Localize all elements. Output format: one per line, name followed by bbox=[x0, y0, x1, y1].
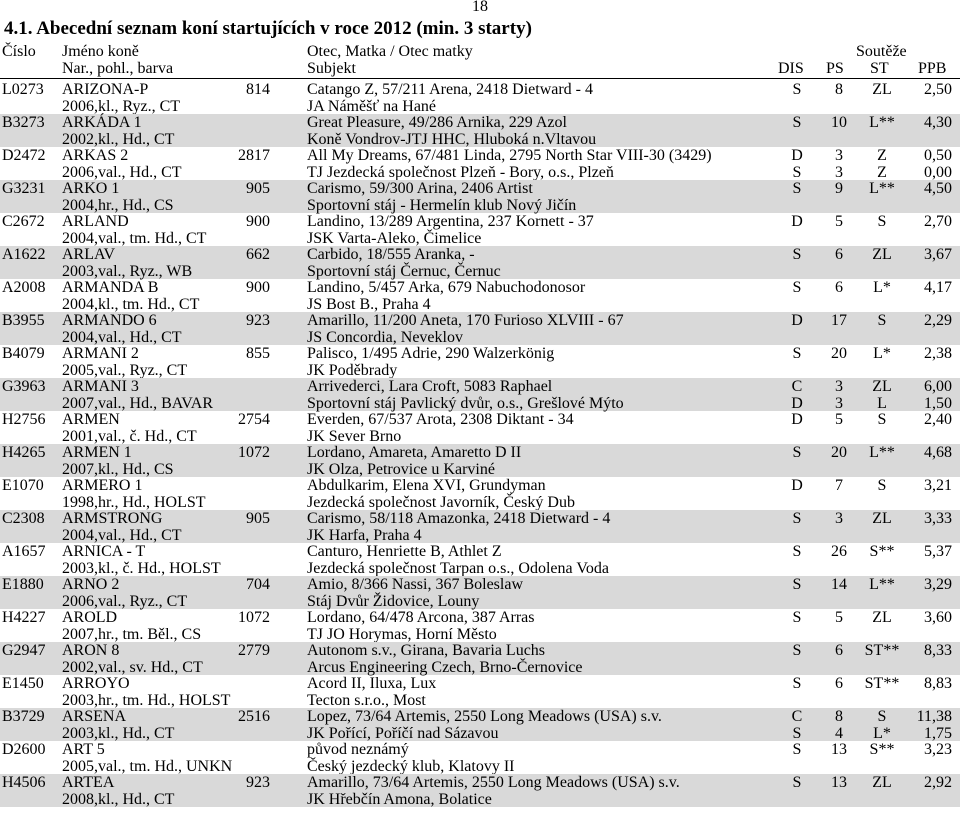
st-1: ZL bbox=[872, 774, 892, 791]
horse-info: 2004,val., tm. Hd., CT bbox=[62, 229, 207, 247]
ps-1: 26 bbox=[831, 543, 847, 560]
table-row bbox=[0, 246, 960, 279]
table-row bbox=[0, 477, 960, 510]
parents: Lordano, Amareta, Amaretto D II bbox=[307, 444, 522, 461]
parents: Amarillo, 11/200 Aneta, 170 Furioso XLVIII - 67 bbox=[307, 312, 624, 329]
header-jmeno-info: Nar., pohl., barva bbox=[62, 60, 174, 77]
horse-name: ARLAND bbox=[62, 213, 129, 230]
parents: Autonom s.v., Girana, Bavaria Luchs bbox=[307, 642, 546, 659]
ps-1: 3 bbox=[835, 147, 843, 164]
st-1: ST** bbox=[864, 675, 900, 692]
table-row bbox=[0, 345, 960, 378]
parents: Everden, 67/537 Arota, 2308 Diktant - 34 bbox=[307, 411, 574, 428]
ppb-1: 4,50 bbox=[924, 180, 952, 197]
horse-name: ARROYO bbox=[62, 675, 130, 692]
dis-1: S bbox=[792, 741, 802, 758]
subject: JK Harfa, Praha 4 bbox=[307, 526, 422, 544]
table-row bbox=[0, 741, 960, 774]
horse-id: E1070 bbox=[2, 477, 44, 494]
parents: All My Dreams, 67/481 Linda, 2795 North Star VIII-30 (3429) bbox=[307, 147, 712, 164]
sire-number: 923 bbox=[246, 312, 270, 329]
st-2: L* bbox=[873, 724, 891, 742]
horse-id: H4506 bbox=[2, 774, 46, 791]
table-row bbox=[0, 312, 960, 345]
dis-1: D bbox=[791, 147, 803, 164]
st-1: L** bbox=[869, 576, 895, 593]
header-cislo: Číslo bbox=[2, 43, 36, 60]
horse-info: 2001,val., č. Hd., CT bbox=[62, 427, 197, 445]
header-st: ST bbox=[870, 60, 889, 77]
st-1: ZL bbox=[872, 81, 892, 98]
parents: Amio, 8/366 Nassi, 367 Boleslaw bbox=[307, 576, 523, 593]
st-1: S bbox=[877, 312, 887, 329]
table-header bbox=[0, 43, 960, 77]
horse-name: ART 5 bbox=[62, 741, 105, 758]
horse-id: B3729 bbox=[2, 708, 45, 725]
dis-1: S bbox=[792, 510, 802, 527]
subject: Stáj Dvůr Židovice, Louny bbox=[307, 592, 480, 610]
table-row bbox=[0, 279, 960, 312]
horse-name: ARMANDO 6 bbox=[62, 312, 157, 329]
dis-1: S bbox=[792, 345, 802, 362]
ppb-1: 3,23 bbox=[924, 741, 952, 758]
subject: Arcus Engineering Czech, Brno-Černovice bbox=[307, 658, 583, 676]
horse-name: ARKO 1 bbox=[62, 180, 120, 197]
horse-name: ARMANI 2 bbox=[62, 345, 139, 362]
table-row bbox=[0, 378, 960, 411]
parents: Carbido, 18/555 Aranka, - bbox=[307, 246, 475, 263]
table-row bbox=[0, 213, 960, 246]
horse-info: 2003,kl., č. Hd., HOLST bbox=[62, 559, 221, 577]
st-1: ZL bbox=[872, 378, 892, 395]
header-divider bbox=[0, 78, 960, 79]
st-1: ZL bbox=[872, 510, 892, 527]
dis-1: S bbox=[792, 642, 802, 659]
ppb-1: 2,92 bbox=[924, 774, 952, 791]
sire-number: 900 bbox=[246, 213, 270, 230]
parents: Canturo, Henriette B, Athlet Z bbox=[307, 543, 502, 560]
sire-number: 1072 bbox=[238, 444, 270, 461]
header-ps: PS bbox=[826, 60, 844, 77]
header-dis: DIS bbox=[778, 60, 804, 77]
table-row bbox=[0, 642, 960, 675]
st-1: S bbox=[877, 213, 887, 230]
dis-2: D bbox=[791, 394, 803, 412]
horse-id: G3231 bbox=[2, 180, 46, 197]
page-number: 18 bbox=[472, 0, 488, 15]
ps-1: 8 bbox=[835, 81, 843, 98]
parents: Lordano, 64/478 Arcona, 387 Arras bbox=[307, 609, 535, 626]
table-row bbox=[0, 444, 960, 477]
horse-id: E1450 bbox=[2, 675, 44, 692]
dis-1: C bbox=[791, 708, 803, 725]
horse-name: ARLAV bbox=[62, 246, 116, 263]
ps-1: 5 bbox=[835, 213, 843, 230]
horse-table bbox=[0, 81, 960, 807]
horse-name: ARIZONA-P bbox=[62, 81, 149, 98]
horse-info: 2002,val., sv. Hd., CT bbox=[62, 658, 203, 676]
horse-id: C2672 bbox=[2, 213, 45, 230]
dis-1: D bbox=[791, 312, 803, 329]
horse-info: 2006,val., Ryz., CT bbox=[62, 592, 188, 610]
horse-id: G3963 bbox=[2, 378, 46, 395]
subject: JK Hřebčín Amona, Bolatice bbox=[307, 790, 492, 808]
sire-number: 855 bbox=[246, 345, 270, 362]
subject: JK Poděbrady bbox=[307, 361, 398, 379]
sire-number: 2754 bbox=[238, 411, 270, 428]
sire-number: 905 bbox=[246, 180, 270, 197]
st-1: L** bbox=[869, 444, 895, 461]
ppb-1: 11,38 bbox=[916, 708, 952, 725]
parents: Amarillo, 73/64 Artemis, 2550 Long Meadows (USA) s.v. bbox=[307, 774, 680, 791]
table-row bbox=[0, 180, 960, 213]
ps-1: 20 bbox=[831, 345, 847, 362]
st-1: S** bbox=[869, 741, 895, 758]
subject: JK Sever Brno bbox=[307, 427, 402, 445]
horse-name: ARNO 2 bbox=[62, 576, 120, 593]
ps-1: 9 bbox=[835, 180, 843, 197]
st-1: L** bbox=[869, 114, 895, 131]
parents: Great Pleasure, 49/286 Arnika, 229 Azol bbox=[307, 114, 567, 131]
horse-name: ARMEN 1 bbox=[62, 444, 132, 461]
ppb-1: 6,00 bbox=[924, 378, 952, 395]
ps-1: 5 bbox=[835, 411, 843, 428]
horse-info: 2007,kl., Hd., CS bbox=[62, 460, 174, 478]
horse-id: A1622 bbox=[2, 246, 46, 263]
horse-info: 2003,val., Ryz., WB bbox=[62, 262, 193, 280]
sire-number: 814 bbox=[246, 81, 270, 98]
horse-name: ARNICA - T bbox=[62, 543, 146, 560]
sire-number: 2817 bbox=[238, 147, 270, 164]
dis-1: S bbox=[792, 246, 802, 263]
subject: TJ JO Horymas, Horní Město bbox=[307, 625, 497, 643]
ppb-1: 3,60 bbox=[924, 609, 952, 626]
subject: Tecton s.r.o., Most bbox=[307, 691, 426, 709]
ps-1: 20 bbox=[831, 444, 847, 461]
sire-number: 905 bbox=[246, 510, 270, 527]
parents: Landino, 5/457 Arka, 679 Nabuchodonosor bbox=[307, 279, 586, 296]
ps-2: 4 bbox=[835, 724, 843, 742]
parents: Palisco, 1/495 Adrie, 290 Walzerkönig bbox=[307, 345, 555, 362]
ps-1: 6 bbox=[835, 642, 843, 659]
dis-1: S bbox=[792, 543, 802, 560]
dis-1: S bbox=[792, 279, 802, 296]
horse-info: 2008,kl., Hd., CT bbox=[62, 790, 175, 808]
parents: Abdulkarim, Elena XVI, Grundyman bbox=[307, 477, 546, 494]
ps-1: 3 bbox=[835, 510, 843, 527]
table-row bbox=[0, 576, 960, 609]
dis-1: S bbox=[792, 180, 802, 197]
subject: JS Bost B., Praha 4 bbox=[307, 295, 431, 313]
dis-1: D bbox=[791, 477, 803, 494]
horse-id: D2600 bbox=[2, 741, 46, 758]
horse-info: 1998,hr., Hd., HOLST bbox=[62, 493, 206, 511]
ppb-1: 3,21 bbox=[924, 477, 952, 494]
ppb-2: 1,50 bbox=[924, 394, 952, 412]
parents: Catango Z, 57/211 Arena, 2418 Dietward - 4 bbox=[307, 81, 594, 98]
horse-info: 2006,kl., Ryz., CT bbox=[62, 97, 181, 115]
horse-name: ARSENA bbox=[62, 708, 127, 725]
table-row bbox=[0, 510, 960, 543]
horse-info: 2003,kl., Hd., CT bbox=[62, 724, 175, 742]
ps-2: 3 bbox=[835, 394, 843, 412]
horse-id: H4265 bbox=[2, 444, 46, 461]
horse-info: 2006,val., Hd., CT bbox=[62, 163, 182, 181]
table-row bbox=[0, 411, 960, 444]
ppb-1: 4,17 bbox=[924, 279, 952, 296]
table-row bbox=[0, 774, 960, 807]
dis-1: D bbox=[791, 213, 803, 230]
st-2: L bbox=[877, 394, 887, 412]
horse-id: B4079 bbox=[2, 345, 45, 362]
dis-1: D bbox=[791, 411, 803, 428]
ps-1: 13 bbox=[831, 741, 847, 758]
table-row bbox=[0, 543, 960, 576]
sire-number: 2779 bbox=[238, 642, 270, 659]
ps-1: 17 bbox=[831, 312, 847, 329]
ps-1: 6 bbox=[835, 675, 843, 692]
horse-id: A2008 bbox=[2, 279, 46, 296]
horse-id: H2756 bbox=[2, 411, 46, 428]
st-1: S bbox=[877, 411, 887, 428]
horse-name: ARMANDA B bbox=[62, 279, 159, 296]
horse-name: ARKÁDA 1 bbox=[62, 114, 142, 131]
st-1: Z bbox=[877, 147, 887, 164]
subject: JK Olza, Petrovice u Karviné bbox=[307, 460, 495, 478]
horse-info: 2005,val., tm. Hd., UNKN bbox=[62, 757, 233, 775]
horse-name: ARTEA bbox=[62, 774, 115, 791]
horse-name: ARMERO 1 bbox=[62, 477, 143, 494]
subject: JSK Varta-Aleko, Čimelice bbox=[307, 229, 482, 247]
ppb-1: 3,33 bbox=[924, 510, 952, 527]
ps-2: 3 bbox=[835, 163, 843, 181]
st-1: S** bbox=[869, 543, 895, 560]
header-souteze: Soutěže bbox=[856, 43, 907, 60]
ppb-1: 4,30 bbox=[924, 114, 952, 131]
horse-info: 2004,val., Hd., CT bbox=[62, 328, 182, 346]
st-1: S bbox=[877, 708, 887, 725]
header-jmeno: Jméno koně bbox=[62, 43, 139, 60]
parents: Landino, 13/289 Argentina, 237 Kornett - 37 bbox=[307, 213, 594, 230]
subject: Český jezdecký klub, Klatovy II bbox=[307, 757, 515, 775]
subject: Jezdecká společnost Tarpan o.s., Odolena Voda bbox=[307, 559, 609, 577]
horse-info: 2007,val., Hd., BAVAR bbox=[62, 394, 213, 412]
subject: JK Pořící, Poříčí nad Sázavou bbox=[307, 724, 499, 742]
st-2: Z bbox=[877, 163, 887, 181]
horse-name: ARMSTRONG bbox=[62, 510, 163, 527]
ppb-1: 8,83 bbox=[924, 675, 952, 692]
ppb-1: 8,33 bbox=[924, 642, 952, 659]
horse-name: ARKAS 2 bbox=[62, 147, 129, 164]
parents: Carismo, 59/300 Arina, 2406 Artist bbox=[307, 180, 533, 197]
horse-id: D2472 bbox=[2, 147, 46, 164]
sire-number: 900 bbox=[246, 279, 270, 296]
st-1: L* bbox=[873, 345, 891, 362]
ppb-2: 1,75 bbox=[924, 724, 952, 742]
horse-info: 2003,hr., tm. Hd., HOLST bbox=[62, 691, 231, 709]
horse-name: AROLD bbox=[62, 609, 118, 626]
header-subjekt: Subjekt bbox=[307, 60, 356, 77]
ps-1: 5 bbox=[835, 609, 843, 626]
sire-number: 662 bbox=[246, 246, 270, 263]
subject: Sportovní stáj Černuc, Černuc bbox=[307, 262, 501, 280]
horse-info: 2004,hr., Hd., CS bbox=[62, 196, 174, 214]
page-title: 4.1. Abecední seznam koní startujících v roce 2012 (min. 3 starty) bbox=[4, 18, 532, 39]
subject: Jezdecká společnost Javorník, Český Dub bbox=[307, 493, 575, 511]
table-row bbox=[0, 114, 960, 147]
horse-id: E1880 bbox=[2, 576, 44, 593]
dis-1: S bbox=[792, 114, 802, 131]
parents: původ neznámý bbox=[307, 741, 409, 758]
dis-1: S bbox=[792, 609, 802, 626]
table-row bbox=[0, 708, 960, 741]
horse-name: ARON 8 bbox=[62, 642, 120, 659]
horse-info: 2004,kl., tm. Hd., CT bbox=[62, 295, 200, 313]
header-ppb: PPB bbox=[918, 60, 947, 77]
dis-1: S bbox=[792, 774, 802, 791]
ppb-1: 5,37 bbox=[924, 543, 952, 560]
subject: TJ Jezdecká společnost Plzeň - Bory, o.s., Plzeň bbox=[307, 163, 614, 181]
dis-1: S bbox=[792, 81, 802, 98]
dis-1: S bbox=[792, 576, 802, 593]
horse-id: L0273 bbox=[2, 81, 44, 98]
table-row bbox=[0, 609, 960, 642]
sire-number: 2516 bbox=[238, 708, 270, 725]
horse-id: A1657 bbox=[2, 543, 46, 560]
st-1: L* bbox=[873, 279, 891, 296]
st-1: ZL bbox=[872, 246, 892, 263]
dis-2: S bbox=[792, 163, 802, 181]
ps-1: 7 bbox=[835, 477, 843, 494]
ppb-1: 3,29 bbox=[924, 576, 952, 593]
table-row bbox=[0, 675, 960, 708]
ps-1: 8 bbox=[835, 708, 843, 725]
header-otec: Otec, Matka / Otec matky bbox=[307, 43, 473, 60]
dis-1: S bbox=[792, 444, 802, 461]
table-row bbox=[0, 147, 960, 180]
subject: Sportovní stáj - Hermelín klub Nový Jičín bbox=[307, 196, 577, 214]
dis-1: C bbox=[791, 378, 803, 395]
ps-1: 10 bbox=[831, 114, 847, 131]
ppb-1: 2,29 bbox=[924, 312, 952, 329]
ppb-1: 2,70 bbox=[924, 213, 952, 230]
st-1: L** bbox=[869, 180, 895, 197]
sire-number: 704 bbox=[246, 576, 270, 593]
sire-number: 923 bbox=[246, 774, 270, 791]
horse-id: C2308 bbox=[2, 510, 45, 527]
ppb-2: 0,00 bbox=[924, 163, 952, 181]
ppb-1: 2,50 bbox=[924, 81, 952, 98]
horse-id: H4227 bbox=[2, 609, 46, 626]
parents: Arrivederci, Lara Croft, 5083 Raphael bbox=[307, 378, 553, 395]
ppb-1: 4,68 bbox=[924, 444, 952, 461]
horse-name: ARMEN bbox=[62, 411, 120, 428]
dis-1: S bbox=[792, 675, 802, 692]
parents: Carismo, 58/118 Amazonka, 2418 Dietward - 4 bbox=[307, 510, 611, 527]
horse-id: B3273 bbox=[2, 114, 45, 131]
subject: JA Náměšť na Hané bbox=[307, 97, 437, 115]
horse-id: G2947 bbox=[2, 642, 46, 659]
horse-info: 2004,val., Hd., CT bbox=[62, 526, 182, 544]
parents: Acord II, Iluxa, Lux bbox=[307, 675, 437, 692]
st-1: ZL bbox=[872, 609, 892, 626]
ppb-1: 2,40 bbox=[924, 411, 952, 428]
subject: JS Concordia, Neveklov bbox=[307, 328, 463, 346]
sire-number: 1072 bbox=[238, 609, 270, 626]
subject: Sportovní stáj Pavlický dvůr, o.s., Grešlové Mýto bbox=[307, 394, 624, 412]
ppb-1: 2,38 bbox=[924, 345, 952, 362]
ps-1: 14 bbox=[831, 576, 847, 593]
st-1: S bbox=[877, 477, 887, 494]
subject: Koně Vondrov-JTJ HHC, Hluboká n.Vltavou bbox=[307, 130, 597, 148]
horse-info: 2002,kl., Hd., CT bbox=[62, 130, 175, 148]
horse-name: ARMANI 3 bbox=[62, 378, 139, 395]
parents: Lopez, 73/64 Artemis, 2550 Long Meadows (USA) s.v. bbox=[307, 708, 662, 725]
horse-id: B3955 bbox=[2, 312, 45, 329]
ppb-1: 3,67 bbox=[924, 246, 952, 263]
ps-1: 6 bbox=[835, 246, 843, 263]
ppb-1: 0,50 bbox=[924, 147, 952, 164]
ps-1: 3 bbox=[835, 378, 843, 395]
ps-1: 13 bbox=[831, 774, 847, 791]
ps-1: 6 bbox=[835, 279, 843, 296]
horse-info: 2007,hr., tm. Běl., CS bbox=[62, 625, 202, 643]
table-row bbox=[0, 81, 960, 114]
st-1: ST** bbox=[864, 642, 900, 659]
horse-info: 2005,val., Ryz., CT bbox=[62, 361, 188, 379]
dis-2: S bbox=[792, 724, 802, 742]
